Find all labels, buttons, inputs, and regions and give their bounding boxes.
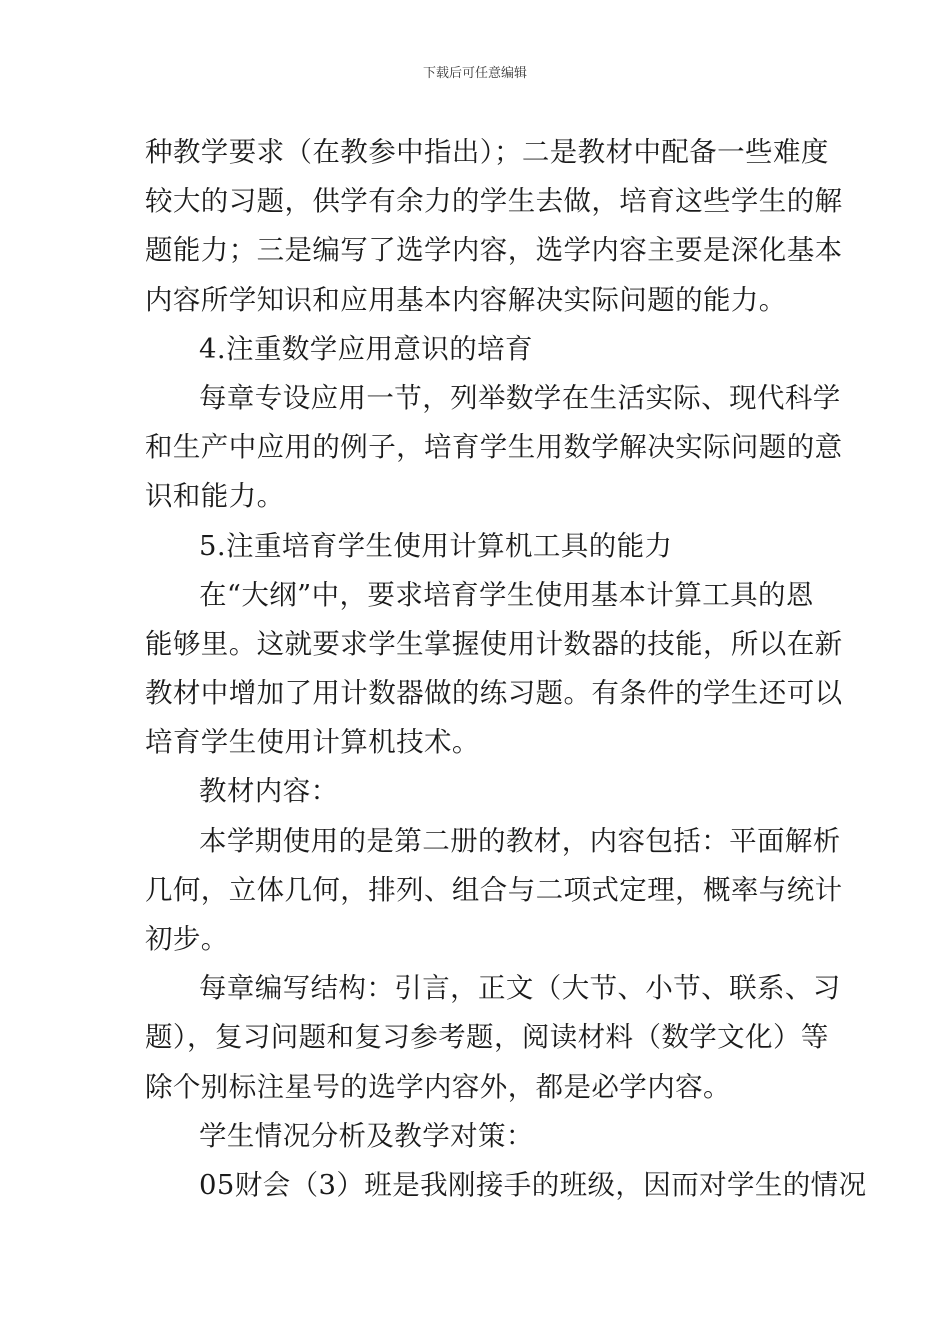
text-line: 每章编写结构：引言，正文（大节、小节、联系、习 [199, 972, 841, 1005]
text-line: 能够里。这就要求学生掌握使用计数器的技能，所以在新 [145, 627, 843, 660]
text-line: 题），复习问题和复习参考题，阅读材料（数学文化）等 [145, 1021, 829, 1054]
section-heading: 5.注重培育学生使用计算机工具的能力 [199, 529, 673, 562]
text-line: 题能力；三是编写了选学内容，选学内容主要是深化基本 [145, 234, 843, 267]
text-line: 种教学要求（在教参中指出）；二是教材中配备一些难度 [145, 136, 829, 168]
text-line: 几何，立体几何，排列、组合与二项式定理，概率与统计 [145, 873, 843, 906]
body-text [145, 128, 867, 1210]
section-heading: 教材内容： [199, 775, 339, 808]
text-line: 和生产中应用的例子，培育学生用数学解决实际问题的意 [145, 431, 843, 464]
text-line: 本学期使用的是第二册的教材，内容包括：平面解析 [199, 824, 841, 857]
text-line: 在“大纲”中，要求培育学生使用基本计算工具的恩 [199, 578, 814, 611]
text-line: 每章专设应用一节，列举数学在生活实际、现代科学 [199, 381, 841, 414]
section-heading: 4.注重数学应用意识的培育 [199, 332, 533, 365]
text-line: 识和能力。 [145, 480, 285, 513]
page-header: 下载后可任意编辑 [422, 66, 527, 81]
text-line: 培育学生使用计算机技术。 [145, 726, 480, 759]
text-line: 初步。 [145, 923, 229, 955]
text-line: 较大的习题，供学有余力的学生去做，培育这些学生的解 [145, 185, 843, 218]
text-line: 内容所学知识和应用基本内容解决实际问题的能力。 [145, 283, 787, 316]
text-line: 教材中增加了用计数器做的练习题。有条件的学生还可以 [145, 677, 843, 710]
text-line: 05财会（3）班是我刚接手的班级，因而对学生的情况 [199, 1168, 867, 1201]
section-heading: 学生情况分析及教学对策： [199, 1119, 534, 1152]
text-line: 除个别标注星号的选学内容外，都是必学内容。 [145, 1070, 731, 1103]
